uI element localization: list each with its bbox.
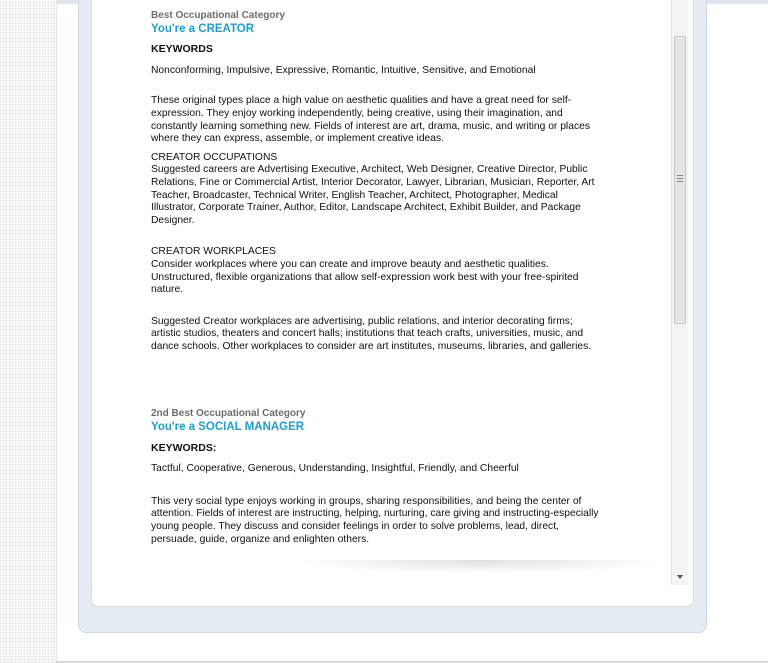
workplaces-heading: CREATOR WORKPLACES: [151, 246, 276, 258]
description-text: These original types place a high value on aesthetic qualities and have a great need for self-expression. They enjoy working independently, being creative, using their imagination, and constantly learning something new. Fields of interest are art, drama, music, and writing or places where they can express, assemble, or implement creative ideas.: [151, 95, 590, 145]
category-title: You're a CREATOR: [151, 22, 255, 35]
results-content: [151, 10, 601, 546]
scrollbar-thumb[interactable]: [674, 36, 686, 324]
grip-icon: [677, 175, 683, 182]
vertical-scrollbar[interactable]: [671, 0, 688, 585]
category-label: Best Occupational Category: [151, 10, 285, 21]
category-title: You're a SOCIAL MANAGER: [151, 421, 305, 434]
keywords-heading: KEYWORDS: [151, 43, 213, 56]
left-background-pattern: [0, 0, 57, 663]
keywords-text: Nonconforming, Impulsive, Expressive, Romantic, Intuitive, Sensitive, and Emotional: [151, 64, 536, 76]
description-text: This very social type enjoys working in groups, sharing responsibilities, and being the center of attention. Fields of interest are instructing, helping, nurturing, care giving and instructing-especially young people. They discuss and consider feelings in order to solve problems, lead, direct, persuade, guide, organize and enlighten others.: [151, 495, 599, 545]
workplaces-suggested-text: Suggested Creator workplaces are advertising, public relations, and interior decorating firms; artistic studios, theaters and concert halls; institutions that teach crafts, universities, music, and dance schools. Other workplaces to consider are art institutes, museums, libraries, and galleries.: [151, 315, 592, 352]
keywords-heading: KEYWORDS:: [151, 441, 217, 454]
scroll-down-arrow-icon[interactable]: [677, 575, 683, 579]
workplaces-text: Consider workplaces where you can create and improve beauty and aesthetic qualities. Unstructured, flexible organizations that allow self-expression work best with your free-spirited nature.: [151, 258, 579, 296]
results-scroll-area[interactable]: [91, 0, 671, 584]
occupations-heading: CREATOR OCCUPATIONS: [151, 151, 278, 163]
section-divider-shadow: [291, 560, 671, 574]
keywords-text: Tactful, Cooperative, Generous, Understanding, Insightful, Friendly, and Cheerful: [151, 463, 519, 475]
occupations-text: Suggested careers are Advertising Executive, Architect, Web Designer, Creative Director, Public Relations, Fine or Commercial Artist, Interior Decorator, Lawyer, Librarian, Musician, Reporter, Art Teacher, Broadcaster, Technical Writer, English Teacher, Architect, Photographer, Medical Illustrator, Corporate Trainer, Author, Editor, Landscape Architect, Exhibit Builder, and Package Designer.: [151, 164, 595, 226]
category-label: 2nd Best Occupational Category: [151, 408, 306, 420]
